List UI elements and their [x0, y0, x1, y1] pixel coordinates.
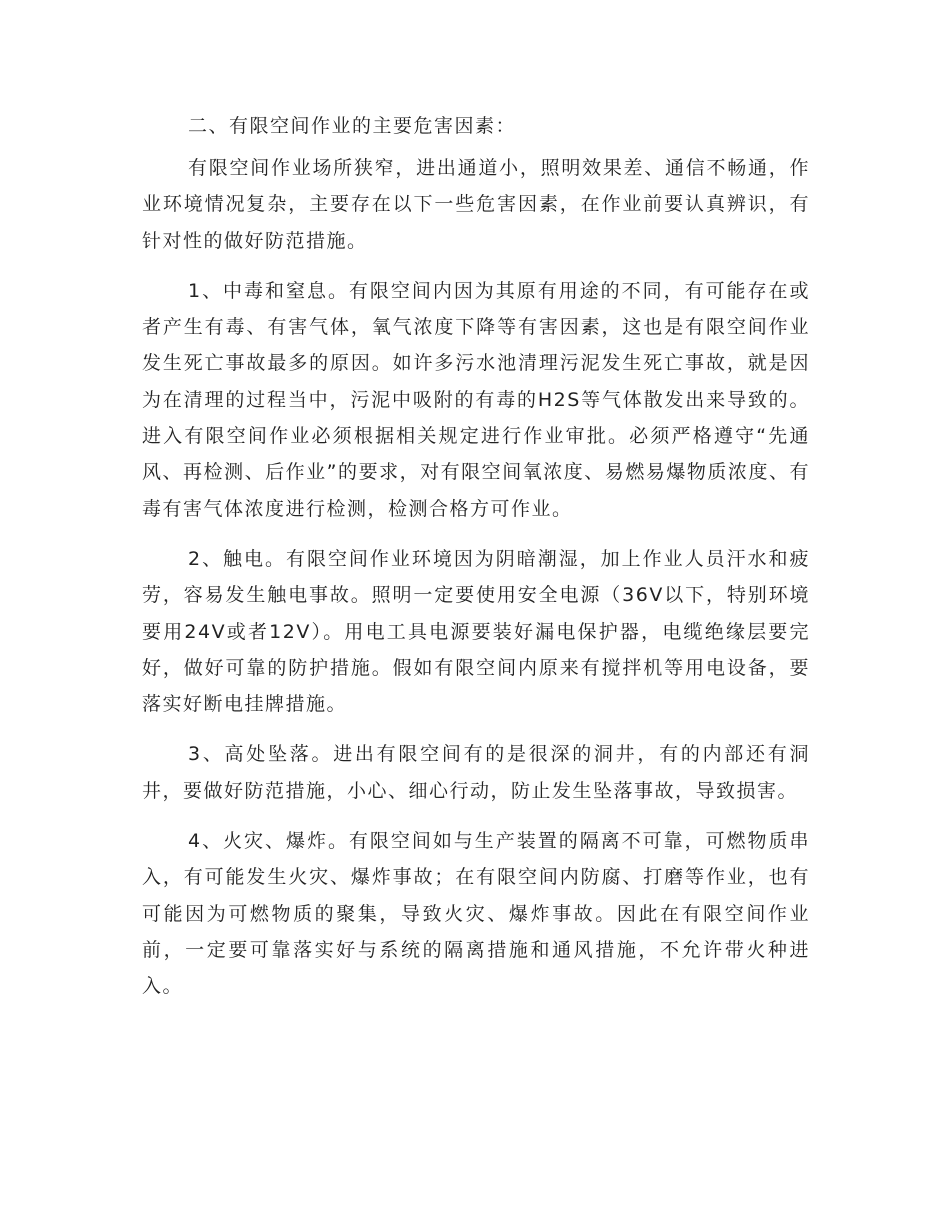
hazard-electric-shock-paragraph: 2、触电。有限空间作业环境因为阴暗潮湿，加上作业人员汗水和疲劳，容易发生触电事故。照明一定要使用安全电源（36V以下，特别环境要用24V或者12V）。用电工具电源要装好漏电保护器，电缆绝缘层要完好，做好可靠的防护措施。假如有限空间内原来有搅拌机等用电设备，要落实好断电挂牌措施。	[142, 547, 810, 716]
section-heading: 二、有限空间作业的主要危害因素：	[188, 115, 517, 137]
hazard-fire-explosion-paragraph: 4、火灾、爆炸。有限空间如与生产装置的隔离不可靠，可燃物质串入，有可能发生火灾、爆炸事故；在有限空间内防腐、打磨等作业，也有可能因为可燃物质的聚集，导致火灾、爆炸事故。因此在有限空间作业前，一定要可靠落实好与系统的隔离措施和通风措施，不允许带火种进入。	[142, 830, 810, 998]
hazard-fall-paragraph: 3、高处坠落。进出有限空间有的是很深的洞井，有的内部还有洞井，要做好防范措施，小心、细心行动，防止发生坠落事故，导致损害。	[142, 743, 810, 802]
hazard-poisoning-paragraph: 1、中毒和窒息。有限空间内因为其原有用途的不同，有可能存在或者产生有毒、有害气体，氧气浓度下降等有害因素，这也是有限空间作业发生死亡事故最多的原因。如许多污水池清理污泥发生死亡事故，就是因为在清理的过程当中，污泥中吸附的有毒的H2S等气体散发出来导致的。进入有限空间作业必须根据相关规定进行作业审批。必须严格遵守“先通风、再检测、后作业”的要求，对有限空间氧浓度、易燃易爆物质浓度、有毒有害气体浓度进行检测，检测合格方可作业。	[142, 279, 810, 520]
document-page	[142, 108, 810, 1019]
intro-paragraph: 有限空间作业场所狭窄，进出通道小，照明效果差、通信不畅通，作业环境情况复杂，主要存在以下一些危害因素，在作业前要认真辨识，有针对性的做好防范措施。	[142, 157, 810, 252]
